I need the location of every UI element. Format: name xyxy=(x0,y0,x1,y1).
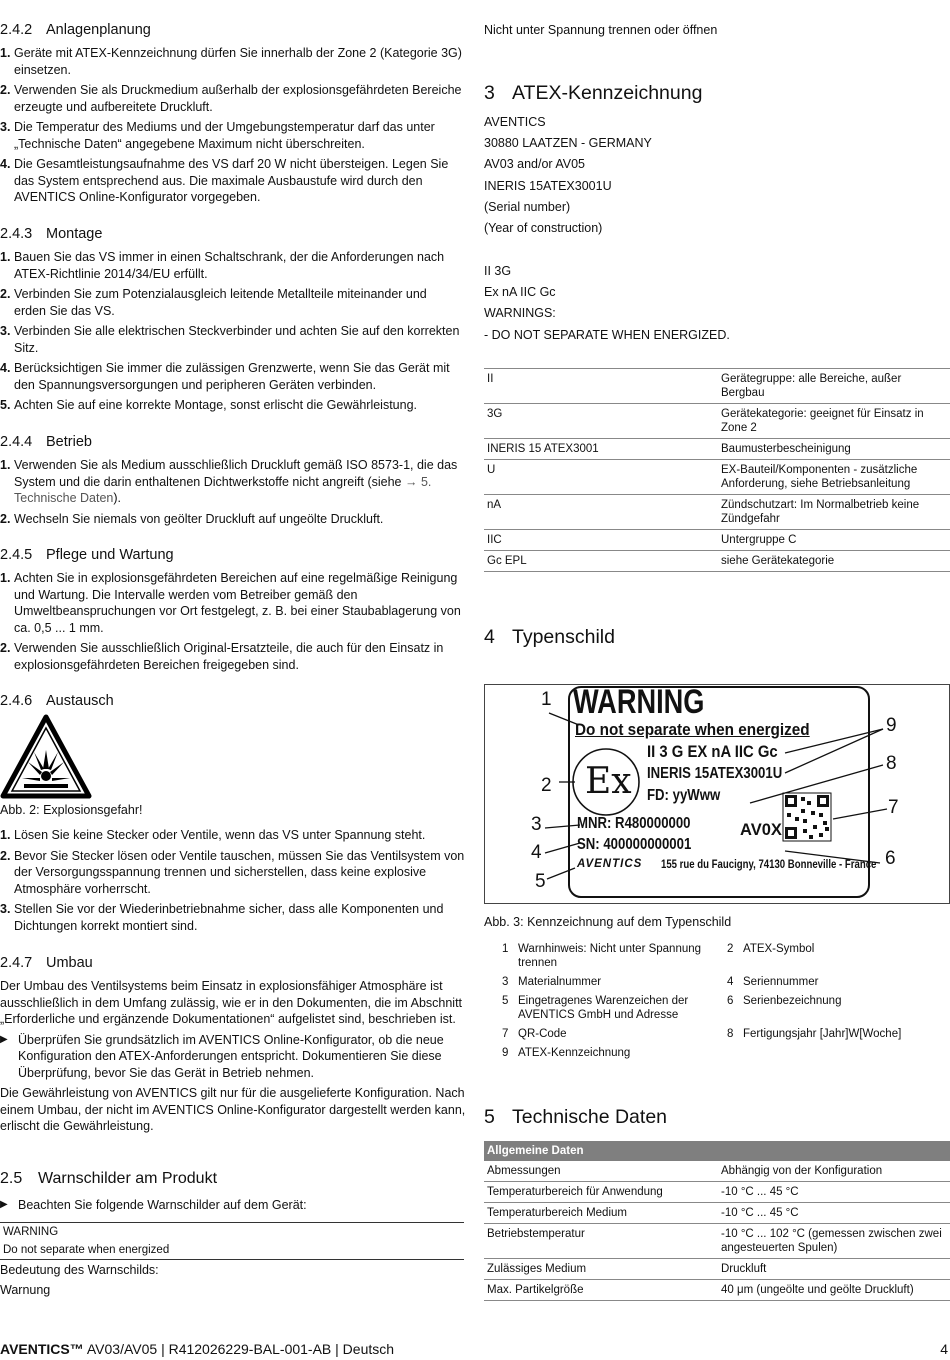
ex-symbol-icon: Ex xyxy=(585,761,632,802)
list-item: 1. Bauen Sie das VS immer in einen Schaltschrank, der die Anforderungen nach ATEX-Richtlinie 2014/34/EU erfüllt. xyxy=(0,250,445,281)
legend-row: 1 Warnhinweis: Nicht unter Spannung trennen 2 ATEX-Symbol xyxy=(502,943,815,969)
callout-4: 4 xyxy=(531,842,542,863)
plate-certificate: INERIS 15ATEX3001U xyxy=(647,765,783,782)
atex-lines-2: II 3G Ex nA IIC Gc WARNINGS: - DO NOT SEPARATE WHEN ENERGIZED. xyxy=(484,264,730,342)
figure-legend xyxy=(502,942,950,1065)
qr-code-icon xyxy=(783,793,831,841)
atex-lines: AVENTICS 30880 LAATZEN - GERMANY AV03 and/or AV05 INERIS 15ATEX3001U (Serial number) (Year of construction) xyxy=(484,115,652,236)
triangle-bullet-icon: ▶ xyxy=(0,1033,8,1045)
table-row: II Gerätegruppe: alle Bereiche, außer Bergbau xyxy=(484,369,950,404)
list-2-4-2 xyxy=(0,45,462,206)
technical-data-table xyxy=(484,1141,950,1301)
table-row: Max. Partikelgröße 40 μm (ungeölte und geölte Druckluft) xyxy=(484,1280,950,1301)
table-row: 3G Gerätekategorie: geeignet für Einsatz in Zone 2 xyxy=(484,404,950,439)
list-item: 1. Verwenden Sie als Medium ausschließlich Druckluft gemäß ISO 8573-1, die das System und die darin enthaltenen Dichtwerkstoffe nicht angreift (siehe → 5. Technische Daten). xyxy=(0,458,458,505)
list-item: 5. Achten Sie auf eine korrekte Montage, sonst erlischt die Gewährleistung. xyxy=(0,398,417,412)
paragraph: Die Gewährleistung von AVENTICS gilt nur für die ausgelieferte Konfiguration. Nach einem Umbau, der nicht im AVENTICS Online-Konfigurator dargestellt werden kann, erlischt die Gewährleistung. xyxy=(0,1086,466,1133)
list-2-4-4 xyxy=(0,457,462,527)
figure-caption: Abb. 3: Kennzeichnung auf dem Typenschild xyxy=(484,915,732,929)
list-2-4-3 xyxy=(0,249,462,414)
heading-2-4-6: 2.4.6 Austausch xyxy=(0,693,114,709)
figure-caption: Abb. 2: Explosionsgefahr! xyxy=(0,803,143,817)
list-2-4-6 xyxy=(0,827,466,934)
table-row: Gc EPL siehe Gerätekategorie xyxy=(484,551,950,572)
callout-5: 5 xyxy=(535,871,546,892)
table-header-row: Allgemeine Daten xyxy=(484,1141,950,1161)
plate-serial-number: SN: 400000000001 xyxy=(577,836,692,853)
list-item: 3. Verbinden Sie alle elektrischen Steckverbinder und achten Sie auf den korrekten Sitz. xyxy=(0,324,460,355)
atex-code-table xyxy=(484,368,950,572)
page-footer xyxy=(0,1341,950,1357)
footer-brand: AVENTICS™ xyxy=(0,1341,84,1357)
section-umbau xyxy=(0,978,466,1135)
paragraph: Der Umbau des Ventilsystems beim Einsatz in explosionsfähiger Atmosphäre ist ausschließlich in dem Umfang zulässig, wie er in den Dokumenten, die im Abschnitt „Erforderliche und ergänzende Dokumentationen“ aufgelistet sind, beschrieben ist. xyxy=(0,979,463,1026)
heading-2-5: 2.5 Warnschilder am Produkt xyxy=(0,1170,218,1187)
heading-2-4-3: 2.4.3 Montage xyxy=(0,226,103,242)
list-item: 3. Die Temperatur des Mediums und der Umgebungstemperatur darf das unter „Technische Daten“ angegebene Maximum nicht überschreiten. xyxy=(0,120,435,151)
list-item: 4. Die Gesamtleistungsaufnahme des VS darf 20 W nicht übersteigen. Legen Sie das System entsprechend aus. Die maximale Ausbaustufe wird durch den AVENTICS Online-Konfigurator vorgegeben. xyxy=(0,157,449,204)
table-row: Do not separate when energized xyxy=(0,1241,464,1260)
heading-2-4-4: 2.4.4 Betrieb xyxy=(0,434,92,450)
plate-warning-heading: WARNING xyxy=(573,683,705,721)
legend-row: 3 Materialnummer 4 Seriennummer xyxy=(502,976,819,988)
page-number: 4 xyxy=(940,1341,948,1357)
table-row: nA Zündschutzart: Im Normalbetrieb keine Zündgefahr xyxy=(484,495,950,530)
list-item: 2. Wechseln Sie niemals von geölter Druckluft auf ungeölte Druckluft. xyxy=(0,511,384,526)
explosion-hazard-icon xyxy=(0,714,92,800)
bullet-item: ▶ Beachten Sie folgende Warnschilder auf dem Gerät: xyxy=(0,1198,307,1212)
heading-5: 5 Technische Daten xyxy=(484,1106,668,1128)
callout-9: 9 xyxy=(886,715,897,736)
heading-4: 4 Typenschild xyxy=(484,626,615,648)
plate-material-number: MNR: R480000000 xyxy=(577,815,691,832)
plate-production-date: FD: yyWww xyxy=(647,787,721,804)
list-item: 1. Lösen Sie keine Stecker oder Ventile, wenn das VS unter Spannung steht. xyxy=(0,828,426,842)
table-row: IIC Untergruppe C xyxy=(484,530,950,551)
list-item: 4. Berücksichtigen Sie immer die zulässigen Grenzwerte, wenn Sie das Gerät mit den Spannungsversorgungen und peripheren Geräten verbinden. xyxy=(0,361,450,392)
list-2-4-5 xyxy=(0,570,462,673)
cross-reference-link[interactable]: → 5. Technische Daten xyxy=(14,474,432,505)
table-row: Abmessungen Abhängig von der Konfiguration xyxy=(484,1161,950,1182)
callout-2: 2 xyxy=(541,775,552,796)
warning-sign-table xyxy=(0,1222,464,1260)
legend-row: 7 QR-Code 8 Fertigungsjahr [Jahr]W[Woche] xyxy=(502,1028,902,1040)
legend-row: 9 ATEX-Kennzeichnung xyxy=(502,1047,631,1059)
callout-3: 3 xyxy=(531,814,542,835)
callout-6: 6 xyxy=(885,848,896,869)
triangle-bullet-icon: ▶ xyxy=(0,1199,8,1210)
warning-meaning: Warnung xyxy=(0,1283,51,1297)
legend-row: 5 Eingetragenes Warenzeichen der AVENTICS GmbH und Adresse 6 Serienbezeichnung xyxy=(502,995,842,1021)
callout-7: 7 xyxy=(888,797,899,818)
list-item: 2. Verwenden Sie als Druckmedium außerhalb der explosionsgefährdeten Bereiche erzeugte und aufbereitete Druckluft. xyxy=(0,83,462,114)
aventics-logo: AVENTICS xyxy=(577,858,643,870)
top-line: Nicht unter Spannung trennen oder öffnen xyxy=(484,23,718,37)
heading-2-4-2: 2.4.2 Anlagenplanung xyxy=(0,22,151,38)
plate-warning-text: Do not separate when energized xyxy=(575,720,810,739)
callout-1: 1 xyxy=(541,689,552,710)
heading-2-4-7: 2.4.7 Umbau xyxy=(0,955,93,971)
bullet-item: ▶ Überprüfen Sie grundsätzlich im AVENTICS Online-Konfigurator, ob die neue Konfiguration den ATEX-Anforderungen entspricht. Dokumentieren Sie diese Überprüfung, bevor Sie das Gerät in Betrieb nehmen. xyxy=(0,1032,444,1080)
heading-3: 3 ATEX-Kennzeichnung xyxy=(484,82,703,104)
table-row: Temperaturbereich für Anwendung -10 °C ... 45 °C xyxy=(484,1182,950,1203)
table-row: Zulässiges Medium Druckluft xyxy=(484,1259,950,1280)
plate-atex-marking: II 3 G EX nA IIC Gc xyxy=(647,743,778,761)
warning-meaning-label: Bedeutung des Warnschilds: xyxy=(0,1263,159,1277)
heading-2-4-5: 2.4.5 Pflege und Wartung xyxy=(0,547,174,563)
table-row: U EX-Bauteil/Komponenten - zusätzliche Anforderung, siehe Betriebsanleitung xyxy=(484,460,950,495)
list-item: 2. Verwenden Sie ausschließlich Original-Ersatzteile, die auch für den Einsatz in explosionsgefährdeten Bereichen freigegeben sind. xyxy=(0,641,444,672)
table-row: INERIS 15 ATEX3001 Baumusterbescheinigung xyxy=(484,439,950,460)
list-item: 1. Achten Sie in explosionsgefährdeten Bereichen auf eine regelmäßige Reinigung und Wartung. Die Intervalle werden vom Betreiber gemäß den Umweltbeanspruchungen vor Ort festgelegt, z. B. bei einer Staubablagerung von ca. 0,5 ... 1 mm. xyxy=(0,571,461,635)
callout-8: 8 xyxy=(886,753,897,774)
plate-address: 155 rue du Faucigny, 74130 Bonneville - France xyxy=(661,857,877,871)
plate-series-name: AV0X xyxy=(740,821,782,839)
list-item: 1. Geräte mit ATEX-Kennzeichnung dürfen Sie innerhalb der Zone 2 (Kategorie 3G) einsetzen. xyxy=(0,46,462,77)
list-item: 2. Bevor Sie Stecker lösen oder Ventile tauschen, müssen Sie das Ventilsystem von der Versorgungsspannung trennen und sicherstellen, dass keine explosive Atmosphäre vorherrscht. xyxy=(0,848,465,896)
list-item: 3. Stellen Sie vor der Wiederinbetriebnahme sicher, dass alle Komponenten und Dichtungen korrekt montiert sind. xyxy=(0,902,444,933)
list-item: 2. Verbinden Sie zum Potenzialausgleich leitende Metallteile miteinander und erden Sie das VS. xyxy=(0,287,427,318)
nameplate-figure xyxy=(484,684,950,904)
table-row: WARNING xyxy=(0,1223,464,1242)
footer-doc-info: AV03/AV05 | R412026229-BAL-001-AB | Deutsch xyxy=(83,1341,395,1357)
table-row: Betriebstemperatur -10 °C ... 102 °C (gemessen zwischen zwei angesteuerten Spulen) xyxy=(484,1224,950,1259)
table-row: Temperaturbereich Medium -10 °C ... 45 °C xyxy=(484,1203,950,1224)
